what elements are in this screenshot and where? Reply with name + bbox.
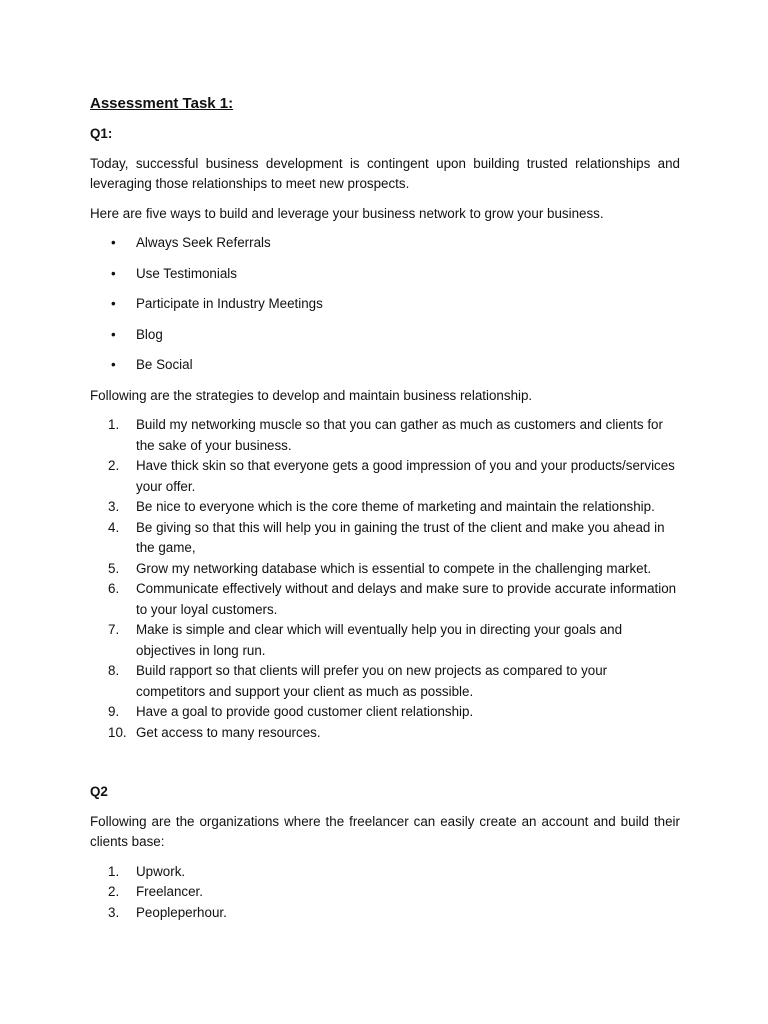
list-number: 3. bbox=[108, 904, 120, 920]
list-number: 9. bbox=[108, 704, 120, 719]
list-item bbox=[90, 325, 680, 346]
list-item-text: Grow my networking database which is essential to compete in the challenging market. bbox=[136, 560, 652, 576]
five-ways-list bbox=[90, 233, 680, 376]
list-item-text: Blog bbox=[136, 326, 163, 342]
list-item-text: Freelancer. bbox=[136, 884, 203, 899]
list-number: 1. bbox=[108, 863, 120, 879]
list-item bbox=[90, 620, 680, 661]
bullet-icon: • bbox=[111, 235, 116, 250]
q1-label: Q1: bbox=[90, 126, 113, 141]
q1-intro-paragraph: Today, successful business development is contingent upon building trusted relationships and leveraging those relationships to meet new prospects. bbox=[90, 155, 680, 191]
list-item-text: Peopleperhour. bbox=[136, 904, 227, 920]
list-item-text: Have thick skin so that everyone gets a good impression of you and your products/services your offer. bbox=[136, 458, 675, 494]
document-body bbox=[90, 93, 680, 932]
list-item-text: Upwork. bbox=[136, 863, 186, 879]
bullet-icon: • bbox=[111, 326, 116, 342]
list-item-text: Build rapport so that clients will prefer you on new projects as compared to your competitors and support your client as much as possible. bbox=[136, 663, 608, 699]
five-ways-intro: Here are five ways to build and leverage your business network to grow your business. bbox=[90, 205, 604, 221]
q2-label: Q2 bbox=[90, 784, 108, 799]
list-item bbox=[90, 559, 680, 580]
page-title: Assessment Task 1: bbox=[90, 95, 234, 112]
list-item bbox=[90, 355, 680, 376]
list-number: 2. bbox=[108, 884, 120, 899]
bullet-icon: • bbox=[111, 357, 116, 372]
list-item-text: Always Seek Referrals bbox=[136, 235, 271, 250]
list-item-text: Get access to many resources. bbox=[136, 724, 321, 740]
list-item-text: Be Social bbox=[136, 357, 193, 372]
list-item bbox=[90, 497, 680, 518]
organizations-list bbox=[90, 862, 680, 924]
list-number: 7. bbox=[108, 622, 120, 637]
bullet-icon: • bbox=[111, 296, 116, 311]
list-number: 10. bbox=[108, 724, 127, 740]
list-item-text: Participate in Industry Meetings bbox=[136, 296, 323, 311]
list-number: 2. bbox=[108, 458, 120, 473]
strategies-intro: Following are the strategies to develop and maintain business relationship. bbox=[90, 387, 533, 403]
list-item-text: Use Testimonials bbox=[136, 265, 237, 281]
list-item bbox=[90, 661, 680, 702]
list-item-text: Have a goal to provide good customer client relationship. bbox=[136, 704, 474, 719]
list-item bbox=[90, 456, 680, 497]
q2-intro-paragraph: Following are the organizations where the freelancer can easily create an account and build their clients base: bbox=[90, 813, 680, 849]
list-item bbox=[90, 264, 680, 285]
list-number: 3. bbox=[108, 499, 120, 514]
strategies-list bbox=[90, 415, 680, 743]
list-item-text: Be giving so that this will help you in gaining the trust of the client and make you ahead in the game, bbox=[136, 519, 665, 555]
list-item bbox=[90, 294, 680, 315]
list-number: 6. bbox=[108, 581, 120, 596]
list-number: 1. bbox=[108, 417, 120, 432]
list-item-text: Build my networking muscle so that you can gather as much as customers and clients for the sake of your business. bbox=[136, 417, 663, 453]
list-item bbox=[90, 579, 680, 620]
list-number: 8. bbox=[108, 663, 120, 678]
list-item-text: Be nice to everyone which is the core theme of marketing and maintain the relationship. bbox=[136, 499, 655, 514]
list-item-text: Make is simple and clear which will eventually help you in directing your goals and objectives in long run. bbox=[136, 622, 623, 658]
list-item-text: Communicate effectively without and delays and make sure to provide accurate information to your loyal customers. bbox=[136, 581, 677, 617]
list-item bbox=[90, 903, 680, 924]
list-item bbox=[90, 415, 680, 456]
list-number: 4. bbox=[108, 519, 120, 535]
list-item bbox=[90, 723, 680, 744]
list-item bbox=[90, 862, 680, 883]
section-spacer bbox=[90, 752, 680, 782]
list-item bbox=[90, 233, 680, 254]
list-number: 5. bbox=[108, 560, 120, 576]
bullet-icon: • bbox=[111, 265, 116, 281]
list-item bbox=[90, 518, 680, 559]
list-item bbox=[90, 702, 680, 723]
list-item bbox=[90, 882, 680, 903]
